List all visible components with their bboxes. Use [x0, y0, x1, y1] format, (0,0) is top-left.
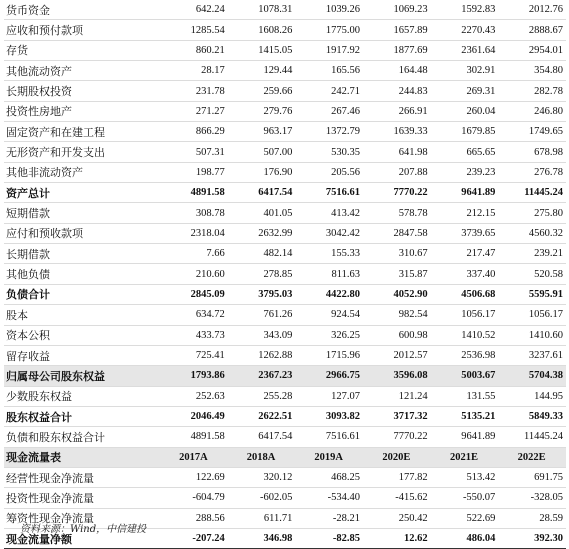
- row-label: 少数股东权益: [4, 386, 160, 406]
- value-cell: -415.62: [363, 488, 431, 508]
- value-cell: 1056.17: [498, 305, 566, 325]
- value-cell: 866.29: [160, 122, 228, 142]
- table-row: [4, 345, 566, 365]
- value-cell: 1069.23: [363, 0, 431, 20]
- value-cell: 2888.67: [498, 20, 566, 40]
- row-label: 应付和预收款项: [4, 223, 160, 243]
- value-cell: 1078.31: [228, 0, 296, 20]
- row-label: 负债合计: [4, 284, 160, 304]
- value-cell: 207.88: [363, 162, 431, 182]
- value-cell: 239.21: [498, 244, 566, 264]
- value-cell: 2966.75: [295, 366, 363, 386]
- value-cell: -28.21: [295, 508, 363, 528]
- value-cell: 811.63: [295, 264, 363, 284]
- value-cell: 275.80: [498, 203, 566, 223]
- value-cell: 3042.42: [295, 223, 363, 243]
- value-cell: 2622.51: [228, 406, 296, 426]
- row-label: 现金流量净额: [4, 528, 160, 548]
- table-row: [4, 81, 566, 101]
- row-label: 长期股权投资: [4, 81, 160, 101]
- value-cell: 1285.54: [160, 20, 228, 40]
- value-cell: 127.07: [295, 386, 363, 406]
- value-cell: 12.62: [363, 528, 431, 548]
- value-cell: 176.90: [228, 162, 296, 182]
- row-label: 归属母公司股东权益: [4, 366, 160, 386]
- table-row: [4, 284, 566, 304]
- value-cell: 1039.26: [295, 0, 363, 20]
- value-cell: 1679.85: [431, 122, 499, 142]
- value-cell: 2632.99: [228, 223, 296, 243]
- row-label: 货币资金: [4, 0, 160, 20]
- cashflow-header-row: [4, 447, 566, 467]
- value-cell: 308.78: [160, 203, 228, 223]
- value-cell: 5135.21: [431, 406, 499, 426]
- value-cell: -550.07: [431, 488, 499, 508]
- value-cell: 337.40: [431, 264, 499, 284]
- table-row: [4, 244, 566, 264]
- row-label: 其他非流动资产: [4, 162, 160, 182]
- value-cell: 1793.86: [160, 366, 228, 386]
- table-row: [4, 366, 566, 386]
- value-cell: 641.98: [363, 142, 431, 162]
- table-row: [4, 101, 566, 121]
- value-cell: 468.25: [295, 467, 363, 487]
- value-cell: 177.82: [363, 467, 431, 487]
- value-cell: 5849.33: [498, 406, 566, 426]
- row-label: 无形资产和开发支出: [4, 142, 160, 162]
- cashflow-header-label: 现金流量表: [4, 447, 160, 467]
- value-cell: 963.17: [228, 122, 296, 142]
- value-cell: 9641.89: [431, 183, 499, 203]
- value-cell: 302.91: [431, 61, 499, 81]
- value-cell: 578.78: [363, 203, 431, 223]
- value-cell: 2536.98: [431, 345, 499, 365]
- value-cell: -604.79: [160, 488, 228, 508]
- value-cell: 4052.90: [363, 284, 431, 304]
- table-row: [4, 305, 566, 325]
- value-cell: 1262.88: [228, 345, 296, 365]
- value-cell: 482.14: [228, 244, 296, 264]
- value-cell: 205.56: [295, 162, 363, 182]
- value-cell: 5704.38: [498, 366, 566, 386]
- table-row: [4, 142, 566, 162]
- value-cell: 1415.05: [228, 40, 296, 60]
- value-cell: 513.42: [431, 467, 499, 487]
- value-cell: 231.78: [160, 81, 228, 101]
- value-cell: 242.71: [295, 81, 363, 101]
- value-cell: 212.15: [431, 203, 499, 223]
- value-cell: 2012.76: [498, 0, 566, 20]
- value-cell: 121.24: [363, 386, 431, 406]
- value-cell: 1410.52: [431, 325, 499, 345]
- table-row: [4, 162, 566, 182]
- value-cell: 7.66: [160, 244, 228, 264]
- value-cell: 260.04: [431, 101, 499, 121]
- value-cell: 252.63: [160, 386, 228, 406]
- table-row: [4, 488, 566, 508]
- value-cell: 346.98: [228, 528, 296, 548]
- value-cell: 326.25: [295, 325, 363, 345]
- year-header: 2019A: [295, 447, 363, 467]
- value-cell: 924.54: [295, 305, 363, 325]
- value-cell: 310.67: [363, 244, 431, 264]
- value-cell: 129.44: [228, 61, 296, 81]
- value-cell: 2012.57: [363, 345, 431, 365]
- value-cell: 269.31: [431, 81, 499, 101]
- value-cell: 4422.80: [295, 284, 363, 304]
- value-cell: 9641.89: [431, 427, 499, 447]
- value-cell: 288.56: [160, 508, 228, 528]
- value-cell: 7770.22: [363, 183, 431, 203]
- value-cell: 413.42: [295, 203, 363, 223]
- value-cell: 2270.43: [431, 20, 499, 40]
- value-cell: 239.23: [431, 162, 499, 182]
- table-row: [4, 427, 566, 447]
- value-cell: 522.69: [431, 508, 499, 528]
- value-cell: 642.24: [160, 0, 228, 20]
- table-row: [4, 61, 566, 81]
- value-cell: 3237.61: [498, 345, 566, 365]
- value-cell: 28.59: [498, 508, 566, 528]
- value-cell: 4506.68: [431, 284, 499, 304]
- value-cell: 507.00: [228, 142, 296, 162]
- value-cell: 3717.32: [363, 406, 431, 426]
- value-cell: 28.17: [160, 61, 228, 81]
- value-cell: 725.41: [160, 345, 228, 365]
- value-cell: 2046.49: [160, 406, 228, 426]
- value-cell: 210.60: [160, 264, 228, 284]
- source-note: 资料来源：Wind，中信建投: [20, 524, 147, 535]
- value-cell: 982.54: [363, 305, 431, 325]
- value-cell: 3739.65: [431, 223, 499, 243]
- year-header: 2017A: [160, 447, 228, 467]
- row-label: 应收和预付款项: [4, 20, 160, 40]
- value-cell: 530.35: [295, 142, 363, 162]
- row-label: 长期借款: [4, 244, 160, 264]
- table-row: [4, 183, 566, 203]
- value-cell: 507.31: [160, 142, 228, 162]
- value-cell: 267.46: [295, 101, 363, 121]
- financial-table: [4, 0, 566, 549]
- table-row: [4, 40, 566, 60]
- table-row: [4, 467, 566, 487]
- table-row: [4, 122, 566, 142]
- value-cell: 401.05: [228, 203, 296, 223]
- value-cell: 276.78: [498, 162, 566, 182]
- row-label: 投资性现金净流量: [4, 488, 160, 508]
- table-row: [4, 406, 566, 426]
- value-cell: 3093.82: [295, 406, 363, 426]
- value-cell: 1775.00: [295, 20, 363, 40]
- value-cell: 2847.58: [363, 223, 431, 243]
- value-cell: 7516.61: [295, 183, 363, 203]
- table-row: [4, 0, 566, 20]
- value-cell: 678.98: [498, 142, 566, 162]
- year-header: 2020E: [363, 447, 431, 467]
- value-cell: 1749.65: [498, 122, 566, 142]
- year-header: 2021E: [431, 447, 499, 467]
- value-cell: 1056.17: [431, 305, 499, 325]
- value-cell: 1917.92: [295, 40, 363, 60]
- row-label: 留存收益: [4, 345, 160, 365]
- row-label: 筹资性现金净流量: [4, 508, 160, 528]
- value-cell: 5595.91: [498, 284, 566, 304]
- value-cell: 217.47: [431, 244, 499, 264]
- value-cell: 266.91: [363, 101, 431, 121]
- row-label: 资产总计: [4, 183, 160, 203]
- row-label: 股东权益合计: [4, 406, 160, 426]
- value-cell: 244.83: [363, 81, 431, 101]
- value-cell: 144.95: [498, 386, 566, 406]
- value-cell: -328.05: [498, 488, 566, 508]
- value-cell: 433.73: [160, 325, 228, 345]
- value-cell: 259.66: [228, 81, 296, 101]
- value-cell: 7770.22: [363, 427, 431, 447]
- value-cell: 11445.24: [498, 183, 566, 203]
- value-cell: 1877.69: [363, 40, 431, 60]
- value-cell: 486.04: [431, 528, 499, 548]
- value-cell: 1657.89: [363, 20, 431, 40]
- value-cell: 2367.23: [228, 366, 296, 386]
- table-row: [4, 264, 566, 284]
- row-label: 经营性现金净流量: [4, 467, 160, 487]
- table-row: [4, 223, 566, 243]
- value-cell: 250.42: [363, 508, 431, 528]
- value-cell: 315.87: [363, 264, 431, 284]
- value-cell: 271.27: [160, 101, 228, 121]
- row-label: 短期借款: [4, 203, 160, 223]
- table-row: [4, 20, 566, 40]
- value-cell: 691.75: [498, 467, 566, 487]
- value-cell: 1410.60: [498, 325, 566, 345]
- value-cell: 3795.03: [228, 284, 296, 304]
- value-cell: 279.76: [228, 101, 296, 121]
- value-cell: 155.33: [295, 244, 363, 264]
- row-label: 固定资产和在建工程: [4, 122, 160, 142]
- value-cell: 320.12: [228, 467, 296, 487]
- table-row: [4, 325, 566, 345]
- table-row: [4, 386, 566, 406]
- row-label: 负债和股东权益合计: [4, 427, 160, 447]
- value-cell: 600.98: [363, 325, 431, 345]
- value-cell: 164.48: [363, 61, 431, 81]
- value-cell: 131.55: [431, 386, 499, 406]
- value-cell: 4891.58: [160, 427, 228, 447]
- value-cell: 611.71: [228, 508, 296, 528]
- value-cell: 11445.24: [498, 427, 566, 447]
- value-cell: 282.78: [498, 81, 566, 101]
- value-cell: 2845.09: [160, 284, 228, 304]
- value-cell: 2954.01: [498, 40, 566, 60]
- value-cell: 634.72: [160, 305, 228, 325]
- value-cell: 4560.32: [498, 223, 566, 243]
- value-cell: -82.85: [295, 528, 363, 548]
- value-cell: 165.56: [295, 61, 363, 81]
- value-cell: -602.05: [228, 488, 296, 508]
- value-cell: 4891.58: [160, 183, 228, 203]
- value-cell: -534.40: [295, 488, 363, 508]
- value-cell: 1639.33: [363, 122, 431, 142]
- row-label: 存货: [4, 40, 160, 60]
- value-cell: 7516.61: [295, 427, 363, 447]
- value-cell: 278.85: [228, 264, 296, 284]
- value-cell: 6417.54: [228, 183, 296, 203]
- table-row: [4, 203, 566, 223]
- value-cell: 6417.54: [228, 427, 296, 447]
- row-label: 其他负债: [4, 264, 160, 284]
- row-label: 股本: [4, 305, 160, 325]
- value-cell: 1372.79: [295, 122, 363, 142]
- value-cell: 1715.96: [295, 345, 363, 365]
- value-cell: -207.24: [160, 528, 228, 548]
- value-cell: 1608.26: [228, 20, 296, 40]
- value-cell: 860.21: [160, 40, 228, 60]
- value-cell: 343.09: [228, 325, 296, 345]
- value-cell: 392.30: [498, 528, 566, 548]
- row-label: 资本公积: [4, 325, 160, 345]
- value-cell: 3596.08: [363, 366, 431, 386]
- value-cell: 2361.64: [431, 40, 499, 60]
- value-cell: 665.65: [431, 142, 499, 162]
- row-label: 其他流动资产: [4, 61, 160, 81]
- value-cell: 198.77: [160, 162, 228, 182]
- value-cell: 122.69: [160, 467, 228, 487]
- value-cell: 2318.04: [160, 223, 228, 243]
- value-cell: 520.58: [498, 264, 566, 284]
- row-label: 投资性房地产: [4, 101, 160, 121]
- year-header: 2018A: [228, 447, 296, 467]
- value-cell: 354.80: [498, 61, 566, 81]
- value-cell: 5003.67: [431, 366, 499, 386]
- value-cell: 255.28: [228, 386, 296, 406]
- value-cell: 761.26: [228, 305, 296, 325]
- year-header: 2022E: [498, 447, 566, 467]
- value-cell: 246.80: [498, 101, 566, 121]
- value-cell: 1592.83: [431, 0, 499, 20]
